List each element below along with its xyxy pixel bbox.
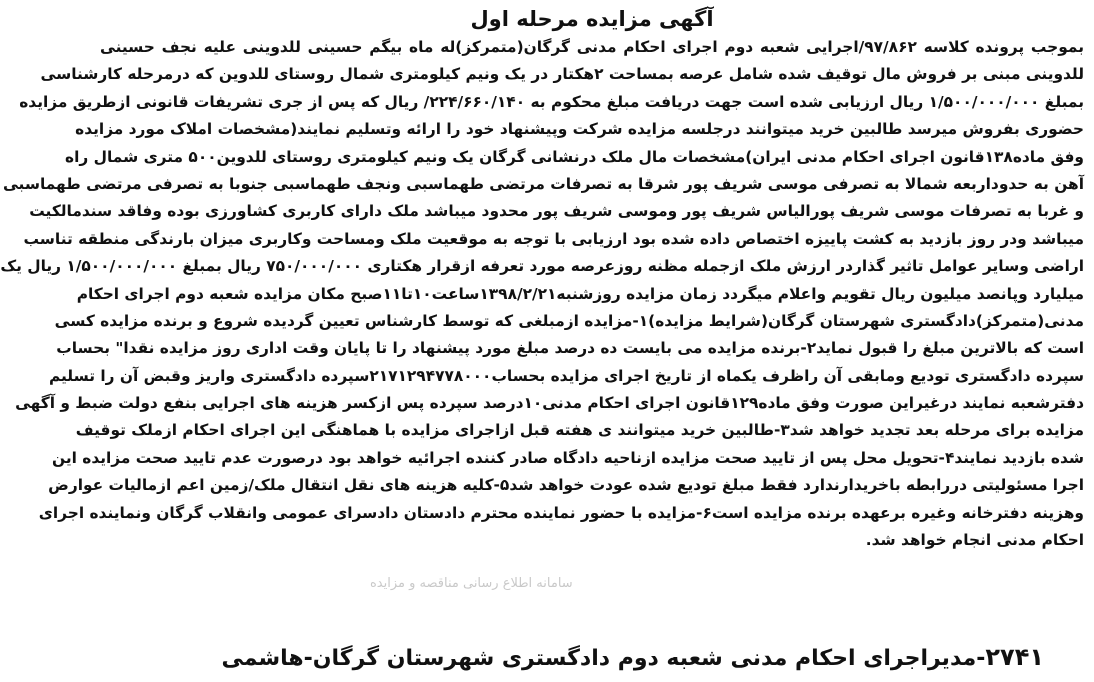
body-line: وفق ماده۱۳۸قانون اجرای احکام مدنی ایران)مشخصات مال ملک درنشانی گرگان یک ونیم کیلومتری روستای للدوین۵۰۰ متری شمال راه: [65, 147, 1084, 166]
notice-body: [0, 34, 1084, 554]
watermark: سامانه اطلاع رسانی مناقصه و مزایده: [370, 576, 573, 591]
body-line: مدنی(متمرکز)دادگستری شهرستان گرگان(شرایط مزایده)۱-مزایده ازمبلغی که توسط کارشناس تعیین گردیده شروع و برنده مزایده کسی: [54, 311, 1084, 330]
body-line: آهن به حدوداربعه شمالا به تصرفی موسی شریف پور شرقا به تصرفات مرتضی طهماسبی ونجف طهماسبی جنوبا به تصرفی مرتضی طهماسبی: [2, 174, 1084, 193]
body-line: اراضی وسایر عوامل تاثیر گذاردر ارزش ملک ازجمله مظنه روزعرصه مورد تعرفه ازقرار هکتاری ۷۵۰/۰۰۰/۰۰۰ ریال بمبلغ ۱/۵۰۰/۰۰۰/۰۰۰ ریال یک: [0, 257, 1084, 276]
body-line: وهزینه دفترخانه وغیره برعهده برنده مزایده است۶-مزایده با حضور نماینده محترم دادستان دادسرای عمومی وانقلاب گرگان ونماینده اجرای: [38, 503, 1084, 522]
signature-line: [221, 640, 1044, 676]
body-line: بموجب پرونده کلاسه ۹۷/۸۶۲/اجرایی شعبه دوم اجرای احکام مدنی گرگان(متمرکز)له ماه بیگم حسینی للدوینی علیه نجف حسینی: [100, 38, 1084, 56]
body-line: للدوینی مبنی بر فروش مال توقیف شده شامل عرصه بمساحت ۲هکتار در یک ونیم کیلومتری شمال روستای للدوین که درمرحله کارشناسی: [40, 65, 1084, 84]
body-line: مزایده برای مرحله بعد تجدید خواهد شد۳-طالبین خرید میتوانند ی هفته قبل ازاجرای مزایده با هماهنگی این اجرای احکام ازملک توقیف: [75, 421, 1084, 440]
body-line: شده بازدید نمایند۴-تحویل محل پس از تایید صحت مزایده ازناحیه دادگاه صادر کننده اجرائیه خواهد بود درصورت عدم تایید صحت مزایده این: [51, 448, 1084, 467]
notice-title: آگهی مزایده مرحله اول: [470, 7, 714, 31]
body-line: حضوری بفروش میرسد طالبین خرید میتوانند درجلسه مزایده شرکت وپیشنهاد خود را ارائه وتسلیم نمایند(مشخصات املاک مورد مزایده: [75, 120, 1084, 139]
signature-text: -مدیراجرای احکام مدنی شعبه دوم دادگستری شهرستان گرگان-هاشمی: [221, 646, 986, 671]
body-line: دفترشعبه نمایند درغیراین صورت وفق ماده۱۲۹قانون اجرای احکام مدنی۱۰درصد سپرده پس ازکسر هزینه های اجرایی بنفع دولت ضبط و آگهی: [15, 394, 1084, 413]
body-line: احکام مدنی انجام خواهد شد.: [865, 531, 1084, 550]
body-line: و غربا به تصرفات موسی شریف پورالیاس شریف پور وموسی شریف پور محدود میباشد ملک دارای کاربری کشاورزی بوده وفاقد سندمالکیت: [29, 202, 1084, 221]
body-line: سپرده دادگستری تودیع ومابقی آن راظرف یکماه از تاریخ اجرای مزایده بحساب۲۱۷۱۲۹۴۷۷۸۰۰۰سپرده دادگستری واریز وقبض آن را تسلیم: [48, 366, 1084, 385]
body-line: میباشد ودر روز بازدید به کشت پاییزه اختصاص داده شده بود ارزیابی با توجه به موقعیت ملک ومساحت وکاربری میزان بارندگی منطقه تناسب: [23, 229, 1084, 248]
notice-number: ۲۷۴۱: [985, 643, 1044, 671]
body-line: است که بالاترین مبلغ را قبول نماید۲-برنده مزایده می بایست ده درصد مبلغ مورد پیشنهاد را تا پایان وقت اداری روز مزایده نقدا" بحساب: [56, 339, 1084, 358]
body-line: بمبلغ ۱/۵۰۰/۰۰۰/۰۰۰ ریال ارزیابی شده است جهت دریافت مبلغ محکوم به ۲۲۴/۶۶۰/۱۴۰/ ریال که پس از جری تشریفات قانونی ازطریق مزایده: [19, 92, 1084, 111]
body-line: میلیارد وپانصد میلیون ریال تقویم واعلام میگردد زمان مزایده روزشنبه۱۳۹۸/۲/۲۱ساعت۱۰تا۱۱صبح مکان مزایده شعبه دوم اجرای احکام: [76, 284, 1084, 303]
body-line: اجرا مسئولیتی دررابطه باخریدارندارد فقط مبلغ تودیع شده عودت خواهد شد۵-کلیه هزینه های نقل انتقال ملک/زمین اعم ازمالیات عوارض: [48, 476, 1084, 495]
